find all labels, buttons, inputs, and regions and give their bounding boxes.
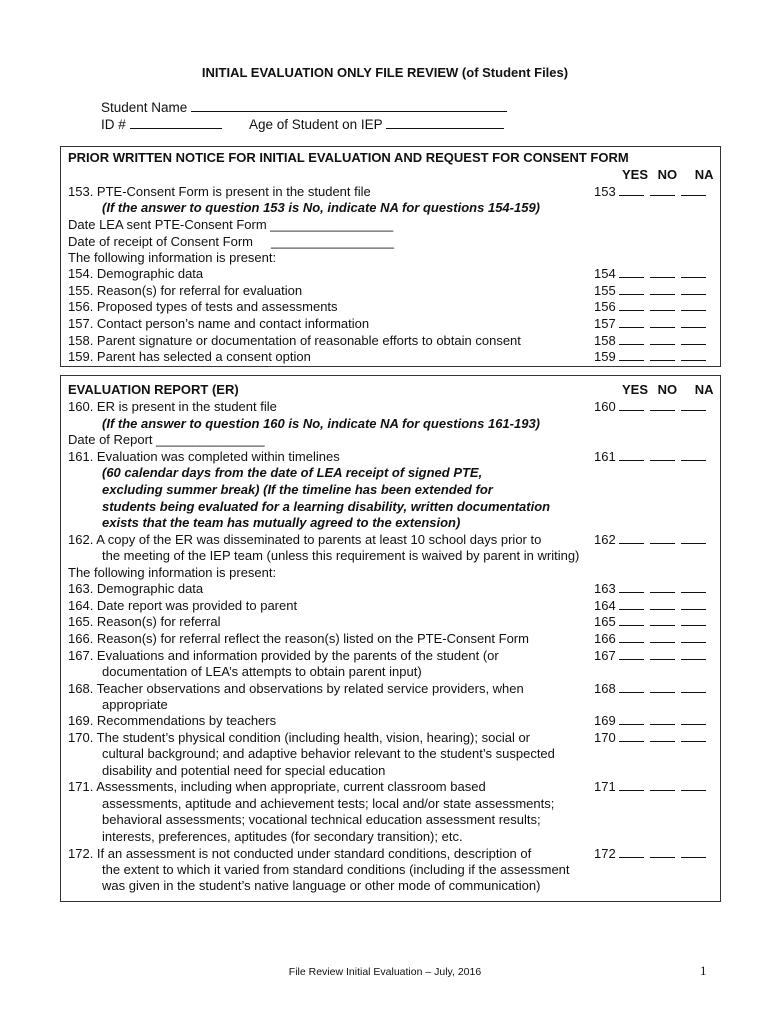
answer-row-169 [594, 713, 712, 729]
no-blank[interactable] [650, 713, 675, 725]
item-159: 159. Parent has selected a consent option [68, 349, 311, 364]
age-field[interactable] [386, 116, 504, 129]
na-blank[interactable] [681, 184, 706, 196]
item-171-line-2: assessments, aptitude and achievement tests; local and/or state assessments; [102, 796, 555, 811]
item-165: 165. Reason(s) for referral [68, 614, 221, 629]
answer-row-161 [594, 449, 712, 465]
no-blank[interactable] [650, 266, 675, 278]
na-blank[interactable] [681, 532, 706, 544]
page-footer: File Review Initial Evaluation – July, 2016 [288, 966, 482, 978]
answer-row-166 [594, 631, 712, 647]
na-blank[interactable] [681, 730, 706, 742]
age-row [249, 116, 504, 132]
no-blank[interactable] [650, 779, 675, 791]
student-name-row [101, 99, 507, 115]
item-169: 169. Recommendations by teachers [68, 713, 277, 728]
item-163: 163. Demographic data [68, 581, 204, 596]
yes-blank[interactable] [619, 266, 644, 278]
yes-blank[interactable] [619, 449, 644, 461]
answer-row-164 [594, 598, 712, 614]
col-na: NA [694, 382, 714, 397]
item-158: 158. Parent signature or documentation of reasonable efforts to obtain consent [68, 333, 521, 348]
student-name-field[interactable] [191, 99, 507, 112]
yes-blank[interactable] [619, 283, 644, 295]
item-171-line-1: 171. Assessments, including when appropriate, current classroom based [68, 779, 486, 794]
er-column-headers [622, 382, 714, 397]
answer-num: 157 [594, 316, 616, 331]
no-blank[interactable] [650, 846, 675, 858]
item-172-line-1: 172. If an assessment is not conducted under standard conditions, description of [68, 846, 532, 861]
yes-blank[interactable] [619, 846, 644, 858]
no-blank[interactable] [650, 681, 675, 693]
answer-num: 158 [594, 333, 616, 348]
answer-row-162 [594, 532, 712, 548]
na-blank[interactable] [681, 681, 706, 693]
no-blank[interactable] [650, 283, 675, 295]
item-172-line-3: was given in the student’s native language or other mode of communication) [102, 878, 541, 893]
col-yes: YES [622, 382, 649, 397]
no-blank[interactable] [650, 730, 675, 742]
answer-num: 162 [594, 532, 616, 547]
yes-blank[interactable] [619, 399, 644, 411]
answer-row-158 [594, 333, 712, 349]
col-yes: YES [622, 167, 649, 182]
yes-blank[interactable] [619, 532, 644, 544]
na-blank[interactable] [681, 648, 706, 660]
item-168-line-2: appropriate [102, 697, 168, 712]
pte-column-headers [622, 167, 714, 182]
item-170-line-3: disability and potential need for special education [102, 763, 386, 778]
answer-num: 153 [594, 184, 616, 199]
date-of-report: Date of Report _______________ [68, 432, 265, 447]
answer-row-172 [594, 846, 712, 862]
yes-blank[interactable] [619, 631, 644, 643]
answer-row-154 [594, 266, 712, 282]
note-161-line-2: excluding summer break) (If the timeline has been extended for [102, 482, 493, 497]
item-160: 160. ER is present in the student file [68, 399, 277, 414]
answer-row-156 [594, 299, 712, 315]
item-171-line-3: behavioral assessments; vocational technical education assessment results; [102, 812, 541, 827]
no-blank[interactable] [650, 581, 675, 593]
answer-num: 163 [594, 581, 616, 596]
na-blank[interactable] [681, 846, 706, 858]
item-162-line-1: 162. A copy of the ER was disseminated to parents at least 10 school days prior to [68, 532, 542, 547]
answer-num: 170 [594, 730, 616, 745]
yes-blank[interactable] [619, 614, 644, 626]
note-160: (If the answer to question 160 is No, indicate NA for questions 161-193) [102, 416, 541, 431]
na-blank[interactable] [681, 333, 706, 345]
yes-blank[interactable] [619, 730, 644, 742]
no-blank[interactable] [650, 184, 675, 196]
yes-blank[interactable] [619, 681, 644, 693]
er-section-heading: EVALUATION REPORT (ER) [68, 382, 239, 397]
yes-blank[interactable] [619, 713, 644, 725]
item-162-line-2: the meeting of the IEP team (unless this requirement is waived by parent in writing) [102, 548, 580, 563]
student-name-label: Student Name [101, 100, 188, 115]
answer-row-168 [594, 681, 712, 697]
na-blank[interactable] [681, 598, 706, 610]
age-label: Age of Student on IEP [249, 117, 383, 132]
answer-num: 169 [594, 713, 616, 728]
page-number: 1 [700, 963, 707, 978]
na-blank[interactable] [681, 614, 706, 626]
no-blank[interactable] [650, 333, 675, 345]
answer-num: 156 [594, 299, 616, 314]
item-167-line-1: 167. Evaluations and information provided by the parents of the student (or [68, 648, 499, 663]
note-161-line-1: (60 calendar days from the date of LEA receipt of signed PTE, [102, 465, 483, 480]
note-161-line-3: students being evaluated for a learning disability, written documentation [102, 499, 551, 514]
no-blank[interactable] [650, 598, 675, 610]
na-blank[interactable] [681, 631, 706, 643]
na-blank[interactable] [681, 581, 706, 593]
item-155: 155. Reason(s) for referral for evaluation [68, 283, 303, 298]
id-label: ID # [101, 117, 126, 132]
na-blank[interactable] [681, 449, 706, 461]
col-na: NA [694, 167, 714, 182]
following-info: The following information is present: [68, 250, 277, 265]
no-blank[interactable] [650, 299, 675, 311]
no-blank[interactable] [650, 399, 675, 411]
col-no: NO [657, 382, 678, 397]
id-field[interactable] [130, 116, 222, 129]
na-blank[interactable] [681, 299, 706, 311]
pte-section-heading: PRIOR WRITTEN NOTICE FOR INITIAL EVALUATION AND REQUEST FOR CONSENT FORM [68, 150, 629, 165]
answer-num: 155 [594, 283, 616, 298]
item-171-line-4: interests, preferences, aptitudes (for secondary transition); etc. [102, 829, 463, 844]
date-receipt: Date of receipt of Consent Form _________________ [68, 234, 394, 249]
yes-blank[interactable] [619, 333, 644, 345]
date-lea-sent: Date LEA sent PTE-Consent Form _________________ [68, 217, 394, 232]
item-161: 161. Evaluation was completed within timelines [68, 449, 340, 464]
item-153: 153. PTE-Consent Form is present in the student file [68, 184, 371, 199]
id-row [101, 116, 222, 132]
yes-blank[interactable] [619, 184, 644, 196]
answer-num: 171 [594, 779, 616, 794]
answer-row-170 [594, 730, 712, 746]
item-172-line-2: the extent to which it varied from standard conditions (including if the assessment [102, 862, 570, 877]
answer-num: 154 [594, 266, 616, 281]
na-blank[interactable] [681, 399, 706, 411]
no-blank[interactable] [650, 648, 675, 660]
item-168-line-1: 168. Teacher observations and observations by related service providers, when [68, 681, 524, 696]
answer-num: 164 [594, 598, 616, 613]
item-170-line-1: 170. The student’s physical condition (including health, vision, hearing); social or [68, 730, 531, 745]
yes-blank[interactable] [619, 779, 644, 791]
answer-row-153 [594, 184, 712, 200]
item-170-line-2: cultural background; and adaptive behavior relevant to the student’s suspected [102, 746, 555, 761]
col-no: NO [657, 167, 678, 182]
answer-row-157 [594, 316, 712, 332]
answer-row-163 [594, 581, 712, 597]
no-blank[interactable] [650, 614, 675, 626]
following-info-er: The following information is present: [68, 565, 277, 580]
answer-num: 168 [594, 681, 616, 696]
no-blank[interactable] [650, 349, 675, 361]
item-166: 166. Reason(s) for referral reflect the reason(s) listed on the PTE-Consent Form [68, 631, 529, 646]
item-164: 164. Date report was provided to parent [68, 598, 298, 613]
answer-row-165 [594, 614, 712, 630]
na-blank[interactable] [681, 779, 706, 791]
yes-blank[interactable] [619, 648, 644, 660]
na-blank[interactable] [681, 266, 706, 278]
note-161-line-4: exists that the team has mutually agreed to the extension) [102, 515, 461, 530]
answer-row-155 [594, 283, 712, 299]
na-blank[interactable] [681, 713, 706, 725]
na-blank[interactable] [681, 349, 706, 361]
na-blank[interactable] [681, 283, 706, 295]
no-blank[interactable] [650, 449, 675, 461]
yes-blank[interactable] [619, 316, 644, 328]
item-167-line-2: documentation of LEA’s attempts to obtain parent input) [102, 664, 422, 679]
no-blank[interactable] [650, 631, 675, 643]
item-154: 154. Demographic data [68, 266, 204, 281]
yes-blank[interactable] [619, 581, 644, 593]
yes-blank[interactable] [619, 598, 644, 610]
answer-num: 172 [594, 846, 616, 861]
item-157: 157. Contact person’s name and contact information [68, 316, 370, 331]
answer-num: 167 [594, 648, 616, 663]
yes-blank[interactable] [619, 299, 644, 311]
answer-row-167 [594, 648, 712, 664]
answer-row-160 [594, 399, 712, 415]
page-title: INITIAL EVALUATION ONLY FILE REVIEW (of Student Files) [201, 65, 569, 80]
na-blank[interactable] [681, 316, 706, 328]
answer-row-159 [594, 349, 712, 365]
answer-num: 165 [594, 614, 616, 629]
answer-num: 160 [594, 399, 616, 414]
answer-num: 161 [594, 449, 616, 464]
note-153: (If the answer to question 153 is No, indicate NA for questions 154-159) [102, 200, 541, 215]
no-blank[interactable] [650, 316, 675, 328]
no-blank[interactable] [650, 532, 675, 544]
yes-blank[interactable] [619, 349, 644, 361]
answer-num: 166 [594, 631, 616, 646]
item-156: 156. Proposed types of tests and assessments [68, 299, 338, 314]
answer-row-171 [594, 779, 712, 795]
answer-num: 159 [594, 349, 616, 364]
